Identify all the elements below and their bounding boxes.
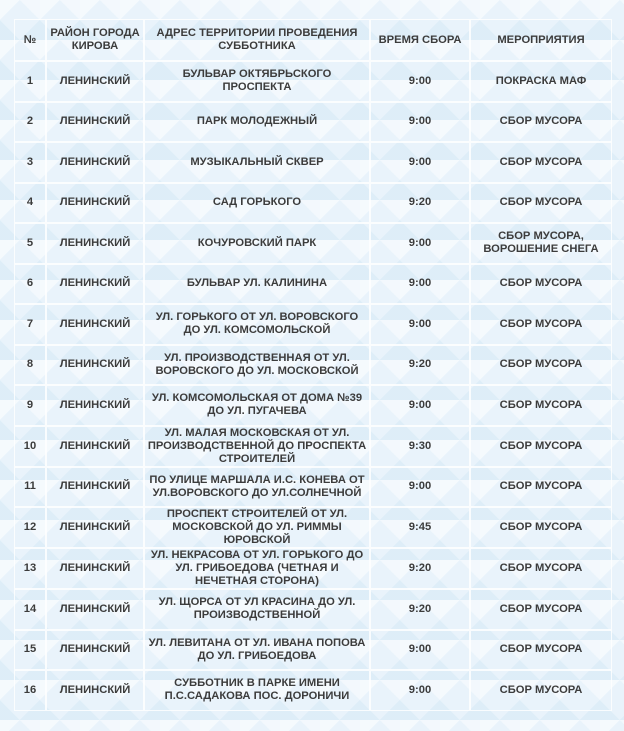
cell-num: 15 (15, 631, 45, 670)
cell-num: 1 (15, 62, 45, 101)
cell-activity: СБОР МУСОРА (471, 184, 611, 223)
cell-activity: СБОР МУСОРА (471, 143, 611, 182)
cell-activity: СБОР МУСОРА (471, 386, 611, 425)
header-activity: МЕРОПРИЯТИЯ (471, 20, 611, 60)
cell-address: ПО УЛИЦЕ МАРШАЛА И.С. КОНЕВА ОТ УЛ.ВОРОВСКОГО ДО УЛ.СОЛНЕЧНОЙ (145, 468, 369, 507)
cell-activity: СБОР МУСОРА (471, 103, 611, 142)
cell-activity: СБОР МУСОРА (471, 305, 611, 344)
cell-address: ПРОСПЕКТ СТРОИТЕЛЕЙ ОТ УЛ. МОСКОВСКОЙ ДО УЛ. РИММЫ ЮРОВСКОЙ (145, 508, 369, 547)
cell-time: 9:00 (371, 386, 469, 425)
cell-district: ЛЕНИНСКИЙ (47, 184, 143, 223)
header-district: РАЙОН ГОРОДА КИРОВА (47, 20, 143, 60)
cell-num: 5 (15, 224, 45, 263)
cell-time: 9:20 (371, 346, 469, 385)
table-row (15, 103, 611, 142)
cell-time: 9:30 (371, 427, 469, 466)
cell-num: 11 (15, 468, 45, 507)
cell-activity: СБОР МУСОРА (471, 631, 611, 670)
cell-district: ЛЕНИНСКИЙ (47, 103, 143, 142)
cell-address: УЛ. ЩОРСА ОТ УЛ КРАСИНА ДО УЛ. ПРОИЗВОДСТВЕННОЙ (145, 590, 369, 629)
cell-district: ЛЕНИНСКИЙ (47, 305, 143, 344)
cell-address: БУЛЬВАР УЛ. КАЛИНИНА (145, 265, 369, 304)
cell-time: 9:00 (371, 265, 469, 304)
cell-time: 9:00 (371, 631, 469, 670)
cell-time: 9:00 (371, 671, 469, 710)
cell-district: ЛЕНИНСКИЙ (47, 346, 143, 385)
cell-address: УЛ. ПРОИЗВОДСТВЕННАЯ ОТ УЛ. ВОРОВСКОГО ДО УЛ. МОСКОВСКОЙ (145, 346, 369, 385)
cell-district: ЛЕНИНСКИЙ (47, 143, 143, 182)
cell-time: 9:00 (371, 468, 469, 507)
table-row (15, 671, 611, 710)
cell-time: 9:00 (371, 62, 469, 101)
cell-num: 10 (15, 427, 45, 466)
cell-district: ЛЕНИНСКИЙ (47, 590, 143, 629)
cell-time: 9:20 (371, 549, 469, 588)
cell-activity: ПОКРАСКА МАФ (471, 62, 611, 101)
table-row (15, 590, 611, 629)
table-row (15, 508, 611, 547)
table-row (15, 346, 611, 385)
table-row (15, 143, 611, 182)
table-row (15, 468, 611, 507)
cell-activity: СБОР МУСОРА, ВОРОШЕНИЕ СНЕГА (471, 224, 611, 263)
cell-activity: СБОР МУСОРА (471, 671, 611, 710)
table-row (15, 184, 611, 223)
table-row (15, 386, 611, 425)
cell-num: 2 (15, 103, 45, 142)
cell-address: УЛ. ЛЕВИТАНА ОТ УЛ. ИВАНА ПОПОВА ДО УЛ. ГРИБОЕДОВА (145, 631, 369, 670)
cell-district: ЛЕНИНСКИЙ (47, 549, 143, 588)
cell-time: 9:00 (371, 143, 469, 182)
table-row (15, 224, 611, 263)
cell-time: 9:20 (371, 590, 469, 629)
cell-district: ЛЕНИНСКИЙ (47, 62, 143, 101)
table-header-row (15, 20, 611, 60)
cell-num: 7 (15, 305, 45, 344)
cell-address: МУЗЫКАЛЬНЫЙ СКВЕР (145, 143, 369, 182)
cell-activity: СБОР МУСОРА (471, 468, 611, 507)
cell-time: 9:00 (371, 103, 469, 142)
table-row (15, 549, 611, 588)
cell-district: ЛЕНИНСКИЙ (47, 427, 143, 466)
cell-num: 3 (15, 143, 45, 182)
cell-address: БУЛЬВАР ОКТЯБРЬСКОГО ПРОСПЕКТА (145, 62, 369, 101)
cell-address: УЛ. МАЛАЯ МОСКОВСКАЯ ОТ УЛ. ПРОИЗВОДСТВЕННОЙ ДО ПРОСПЕКТА СТРОИТЕЛЕЙ (145, 427, 369, 466)
cell-address: ПАРК МОЛОДЕЖНЫЙ (145, 103, 369, 142)
cell-time: 9:45 (371, 508, 469, 547)
cell-address: САД ГОРЬКОГО (145, 184, 369, 223)
cell-address: СУББОТНИК В ПАРКЕ ИМЕНИ П.С.САДАКОВА ПОС. ДОРОНИЧИ (145, 671, 369, 710)
table-row (15, 305, 611, 344)
cell-address: УЛ. ГОРЬКОГО ОТ УЛ. ВОРОВСКОГО ДО УЛ. КОМСОМОЛЬСКОЙ (145, 305, 369, 344)
cell-num: 8 (15, 346, 45, 385)
cell-activity: СБОР МУСОРА (471, 590, 611, 629)
cell-num: 16 (15, 671, 45, 710)
table-row (15, 62, 611, 101)
cell-district: ЛЕНИНСКИЙ (47, 671, 143, 710)
cell-num: 13 (15, 549, 45, 588)
cell-district: ЛЕНИНСКИЙ (47, 468, 143, 507)
cell-activity: СБОР МУСОРА (471, 265, 611, 304)
cell-time: 9:20 (371, 184, 469, 223)
cell-activity: СБОР МУСОРА (471, 508, 611, 547)
cell-num: 6 (15, 265, 45, 304)
header-time: ВРЕМЯ СБОРА (371, 20, 469, 60)
header-address: АДРЕС ТЕРРИТОРИИ ПРОВЕДЕНИЯ СУББОТНИКА (145, 20, 369, 60)
cell-time: 9:00 (371, 305, 469, 344)
table-row (15, 631, 611, 670)
cell-time: 9:00 (371, 224, 469, 263)
cell-activity: СБОР МУСОРА (471, 427, 611, 466)
cell-address: УЛ. НЕКРАСОВА ОТ УЛ. ГОРЬКОГО ДО УЛ. ГРИБОЕДОВА (ЧЕТНАЯ И НЕЧЕТНАЯ СТОРОНА) (145, 549, 369, 588)
table-row (15, 265, 611, 304)
cell-district: ЛЕНИНСКИЙ (47, 265, 143, 304)
cell-num: 12 (15, 508, 45, 547)
cell-num: 4 (15, 184, 45, 223)
cell-activity: СБОР МУСОРА (471, 346, 611, 385)
cell-district: ЛЕНИНСКИЙ (47, 508, 143, 547)
cell-district: ЛЕНИНСКИЙ (47, 631, 143, 670)
cell-num: 9 (15, 386, 45, 425)
cell-activity: СБОР МУСОРА (471, 549, 611, 588)
cell-num: 14 (15, 590, 45, 629)
cell-district: ЛЕНИНСКИЙ (47, 224, 143, 263)
cell-address: УЛ. КОМСОМОЛЬСКАЯ ОТ ДОМА №39 ДО УЛ. ПУГАЧЕВА (145, 386, 369, 425)
subbotnik-schedule-table (13, 18, 613, 712)
table-row (15, 427, 611, 466)
header-num: № (15, 20, 45, 60)
cell-address: КОЧУРОВСКИЙ ПАРК (145, 224, 369, 263)
cell-district: ЛЕНИНСКИЙ (47, 386, 143, 425)
